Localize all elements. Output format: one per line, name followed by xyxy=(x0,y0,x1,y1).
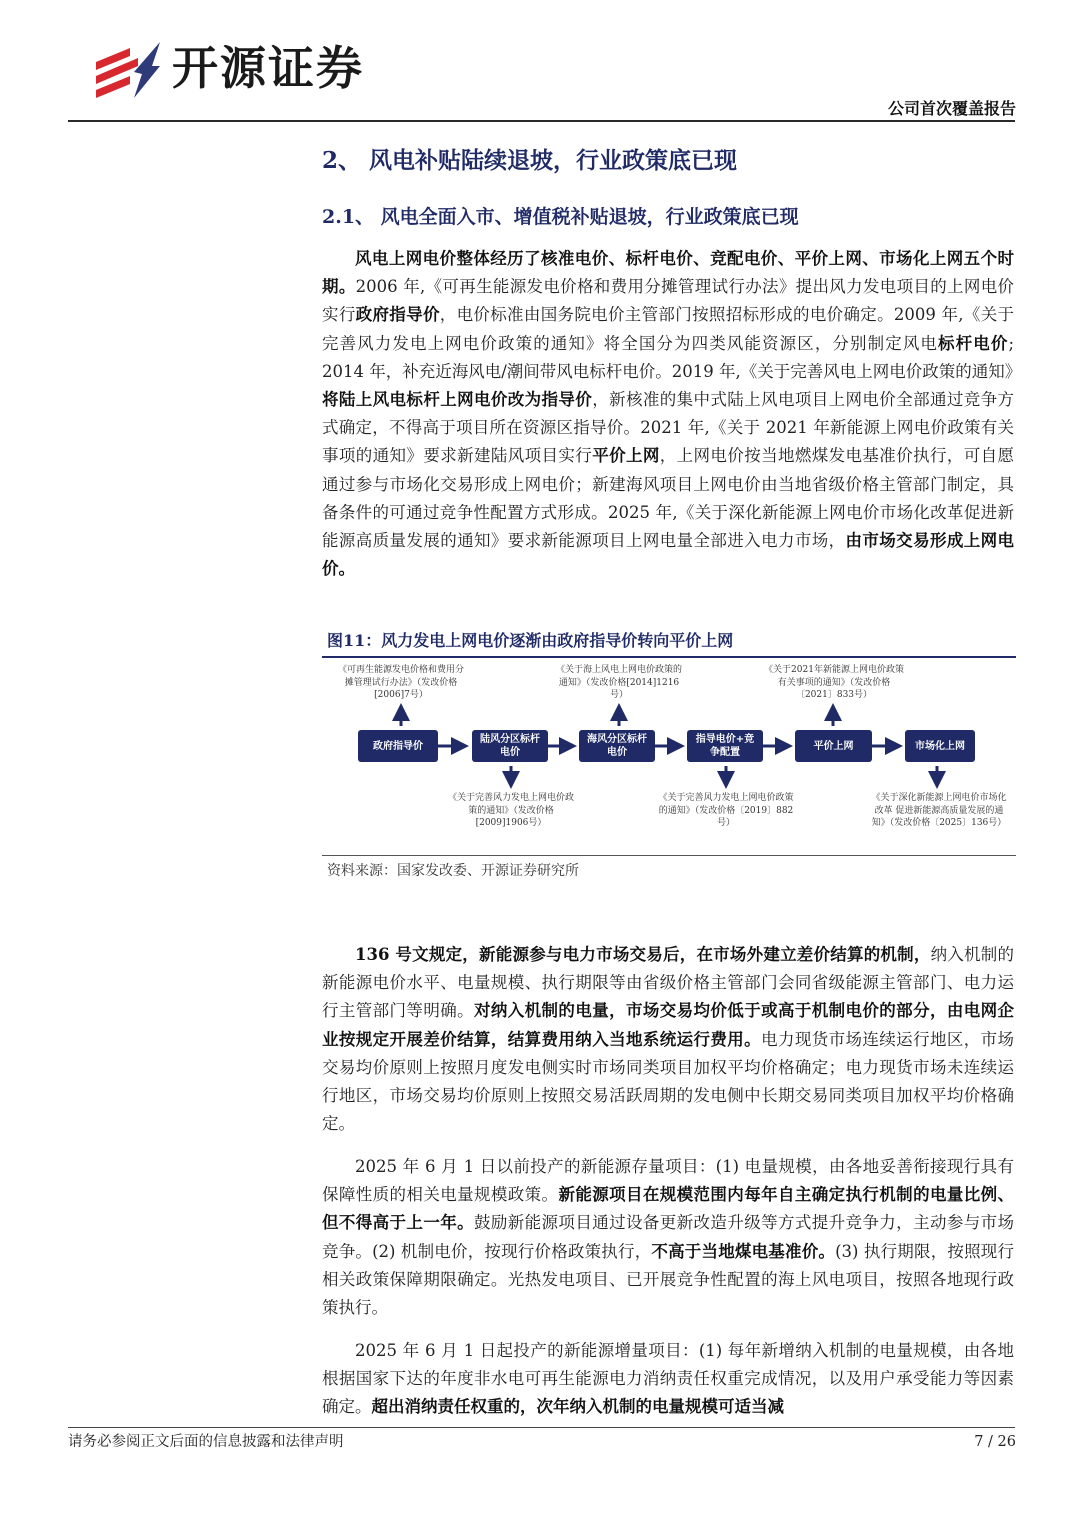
text: ，新核准的集中式陆上风电项目上网电价全部通过竞争方式确定，不得高于项目所在资源区指导价。2021 年,《关于 2021 年新能源上网电价政策有关事项的通知》要求新建陆风项目实行 xyxy=(322,390,1015,466)
text: 2006 年,《可再生能源发电价格和费用分摊管理试行办法》提出风力发电项目的上网电价实行 xyxy=(322,277,1015,325)
text: ; 2014 年，补充近海风电/潮间带风电标杆电价。2019 年,《关于完善风电上网电价政策的通知》 xyxy=(322,333,1022,381)
node-guided-price-competition: 指导电价+竞争配置 xyxy=(687,730,763,762)
report-type-label: 公司首次覆盖报告 xyxy=(887,99,1016,118)
bold-text: 标杆电价 xyxy=(938,333,1009,353)
node-onshore-benchmark-price: 陆风分区标杆电价 xyxy=(472,730,548,762)
paragraph-document-136 xyxy=(322,941,1014,1138)
paragraph-existing-projects xyxy=(322,1153,1014,1322)
figure-bottom-rule xyxy=(322,855,1016,856)
logo-text: 开源证券 xyxy=(172,41,364,95)
logo-mark-icon xyxy=(96,42,160,98)
node-government-guided-price: 政府指导价 xyxy=(358,730,438,762)
policy-note-2006: 《可再生能源发电价格和费用分摊管理试行办法》（发改价格[2006]7号） xyxy=(337,665,464,700)
node-grid-parity: 平价上网 xyxy=(795,730,872,762)
policy-note-2019: 《关于完善风力发电上网电价政策的通知》（发改价格〔2019〕882号） xyxy=(658,793,794,828)
bold-text: 新能源项目在规模范围内每年自主确定执行机制的电量比例、但不得高于上一年。 xyxy=(322,1185,1015,1233)
subsection-heading: 2.1、 风电全面入市、增值税补贴退坡，行业政策底已现 xyxy=(322,206,799,228)
section-heading: 2、 风电补贴陆续退坡，行业政策底已现 xyxy=(322,147,738,174)
bold-text: 平价上网 xyxy=(592,446,660,466)
text: 鼓励新能源项目通过设备更新改造升级等方式提升竞争力，主动参与市场竞争。(2) 机制电价，按现行价格政策执行， xyxy=(322,1213,1015,1261)
bold-text: 不高于当地煤电基准价。 xyxy=(651,1241,836,1261)
text: ，上网电价按当地燃煤发电基准价执行，可自愿通过参与市场化交易形成上网电价；新建海风项目上网电价由当地省级价格主管部门制定，具备条件的可通过竞争性配置方式形成。2025 年,《关于深化新能源上网电价市场化改革促进新能源高质量发展的通知》要求新能源项目上网电量全部进入电力市场， xyxy=(322,446,1015,551)
header-divider xyxy=(68,120,1015,122)
bold-text: 由市场交易形成上网电价。 xyxy=(322,531,1015,579)
text: 2025 年 6 月 1 日起投产的新能源增量项目：(1) 每年新增纳入机制的电量规模，由各地根据国家下达的年度非水电可再生能源电力消纳责任权重完成情况，以及用户承受能力等因素确定。 xyxy=(322,1341,1014,1417)
paragraph-price-history xyxy=(322,245,1022,583)
bold-text: 将陆上风电标杆上网电价改为指导价 xyxy=(322,390,593,410)
text: ，电价标准由国务院电价主管部门按照招标形成的电价确定。2009 年,《关于完善风力发电上网电价政策的通知》将全国分为四类风能资源区，分别制定风电 xyxy=(322,305,1015,353)
policy-note-2009: 《关于完善风力发电上网电价政策的通知》（发改价格[2009]1906号） xyxy=(447,793,574,828)
footer-divider xyxy=(68,1427,1015,1428)
node-offshore-benchmark-price: 海风分区标杆电价 xyxy=(579,730,655,762)
text: 2025 年 6 月 1 日以前投产的新能源存量项目：(1) 电量规模，由各地妥善衔接现行具有保障性质的相关电量规模政策。 xyxy=(322,1157,1014,1205)
bold-text: 风电上网电价整体经历了核准电价、标杆电价、竞配电价、平价上网、市场化上网五个时期。 xyxy=(322,249,1014,297)
paragraph-new-projects xyxy=(322,1337,1014,1422)
policy-note-2025: 《关于深化新能源上网电价市场化改革 促进新能源高质量发展的通知》（发改价格〔2025〕136号） xyxy=(871,793,1007,828)
figure-source: 资料来源：国家发改委、开源证券研究所 xyxy=(327,863,579,879)
page-number: 7 / 26 xyxy=(974,1434,1016,1450)
bold-text: 136 号文规定，新能源参与电力市场交易后，在市场外建立差价结算的机制， xyxy=(355,945,931,964)
figure-title: 图11：风力发电上网电价逐渐由政府指导价转向平价上网 xyxy=(327,631,734,650)
bold-text: 政府指导价 xyxy=(355,305,440,325)
policy-note-2021: 《关于2021年新能源上网电价政策有关事项的通知》（发改价格〔2021〕833号） xyxy=(764,665,904,700)
text: (3) 执行期限，按照现行相关政策保障期限确定。光热发电项目、已开展竞争性配置的海上风电项目，按照各地现行政策执行。 xyxy=(322,1241,1014,1318)
policy-note-2014: 《关于海上风电上网电价政策的通知》（发改价格[2014]1216号） xyxy=(555,665,682,700)
policy-flow-diagram xyxy=(322,658,1016,854)
text: 纳入机制的新能源电价水平、电量规模、执行期限等由省级价格主管部门会同省级能源主管部门、电力运行主管部门等明确。 xyxy=(322,945,1015,1021)
text: 电力现货市场连续运行地区，市场交易均价原则上按照月度发电侧实时市场同类项目加权平均价格确定；电力现货市场未连续运行地区，市场交易均价原则上按照交易活跃周期的发电侧中长期交易同类项目加权平均价格确定。 xyxy=(322,1029,1015,1134)
bold-text: 超出消纳责任权重的，次年纳入机制的电量规模可适当减 xyxy=(371,1397,784,1417)
footer-disclaimer: 请务必参阅正文后面的信息披露和法律声明 xyxy=(68,1434,344,1450)
bold-text: 对纳入机制的电量，市场交易均价低于或高于机制电价的部分，由电网企业按规定开展差价结算，结算费用纳入当地系统运行费用。 xyxy=(322,1001,1015,1049)
node-market-pricing: 市场化上网 xyxy=(905,730,975,762)
